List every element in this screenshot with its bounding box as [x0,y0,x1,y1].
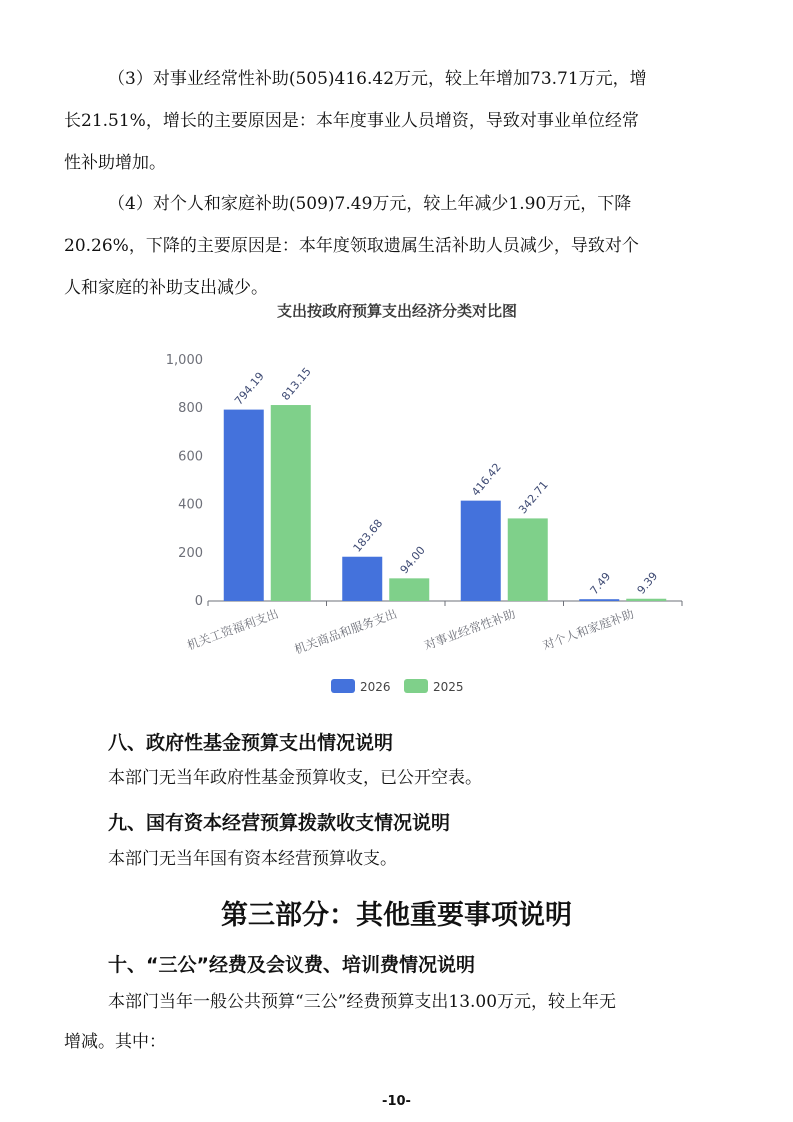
legend [331,679,464,694]
y-tick-label: 200 [178,545,203,561]
x-tick-label: 对个人和家庭补助 [540,606,636,653]
bar [342,557,382,601]
bar [508,518,548,601]
chart-title: 支出按政府预算支出经济分类对比图 [276,302,518,320]
y-tick-label: 0 [194,594,203,609]
section-text-9: 本部门无当年国有资本经营预算收支。 [108,849,397,869]
paragraph-line: 长21.51%，增长的主要原因是：本年度事业人员增资，导致对事业单位经常 [64,111,639,131]
data-label: 416.42 [469,460,504,499]
data-label: 794.19 [232,369,267,408]
y-tick-label: 400 [178,497,203,513]
x-tick-label: 机关工资福利支出 [185,606,281,653]
paragraph-line: 20.26%，下降的主要原因是：本年度领取遗属生活补助人员减少，导致对个 [64,236,639,256]
x-tick-label: 机关商品和服务支出 [292,606,399,657]
x-tick-label: 对事业经常性补助 [422,606,518,653]
data-label: 7.49 [587,569,614,598]
paragraph-line: 性补助增加。 [64,153,166,173]
page-number: -10- [382,1094,411,1109]
bar [461,501,501,601]
legend-swatch [331,679,355,693]
legend-label: 2025 [433,680,464,694]
y-tick-label: 800 [178,401,203,417]
part-title: 第三部分：其他重要事项说明 [221,900,572,931]
bar [271,405,311,601]
y-axis [166,353,203,609]
legend-label: 2026 [360,680,391,694]
bars [224,365,667,601]
bar [579,599,619,601]
bar [626,599,666,601]
paragraph-line: 人和家庭的补助支出减少。 [64,278,268,298]
y-tick-label: 1,000 [165,353,203,368]
bar [389,578,429,601]
paragraph-line: （4）对个人和家庭补助(509)7.49万元，较上年减少1.90万元，下降 [108,194,632,214]
legend-swatch [404,679,428,693]
bar [224,410,264,601]
bar-chart [150,295,710,710]
section-text-8: 本部门无当年政府性基金预算收支，已公开空表。 [108,768,482,788]
section-text-10-cont: 增减。其中： [64,1032,166,1052]
data-label: 342.71 [516,478,551,517]
section-heading-8: 八、政府性基金预算支出情况说明 [108,732,394,754]
data-label: 183.68 [350,516,386,555]
data-label: 9.39 [634,569,661,597]
data-label: 94.00 [397,543,428,577]
section-heading-9: 九、国有资本经营预算拨款收支情况说明 [108,812,451,834]
x-axis [185,601,682,657]
section-heading-10: 十、“三公”经费及会议费、培训费情况说明 [108,954,475,976]
paragraph-line: （3）对事业经常性补助(505)416.42万元，较上年增加73.71万元，增 [108,69,647,89]
section-text-10: 本部门当年一般公共预算“三公”经费预算支出13.00万元，较上年无 [108,992,617,1012]
y-tick-label: 600 [178,449,203,465]
data-label: 813.15 [279,365,314,403]
